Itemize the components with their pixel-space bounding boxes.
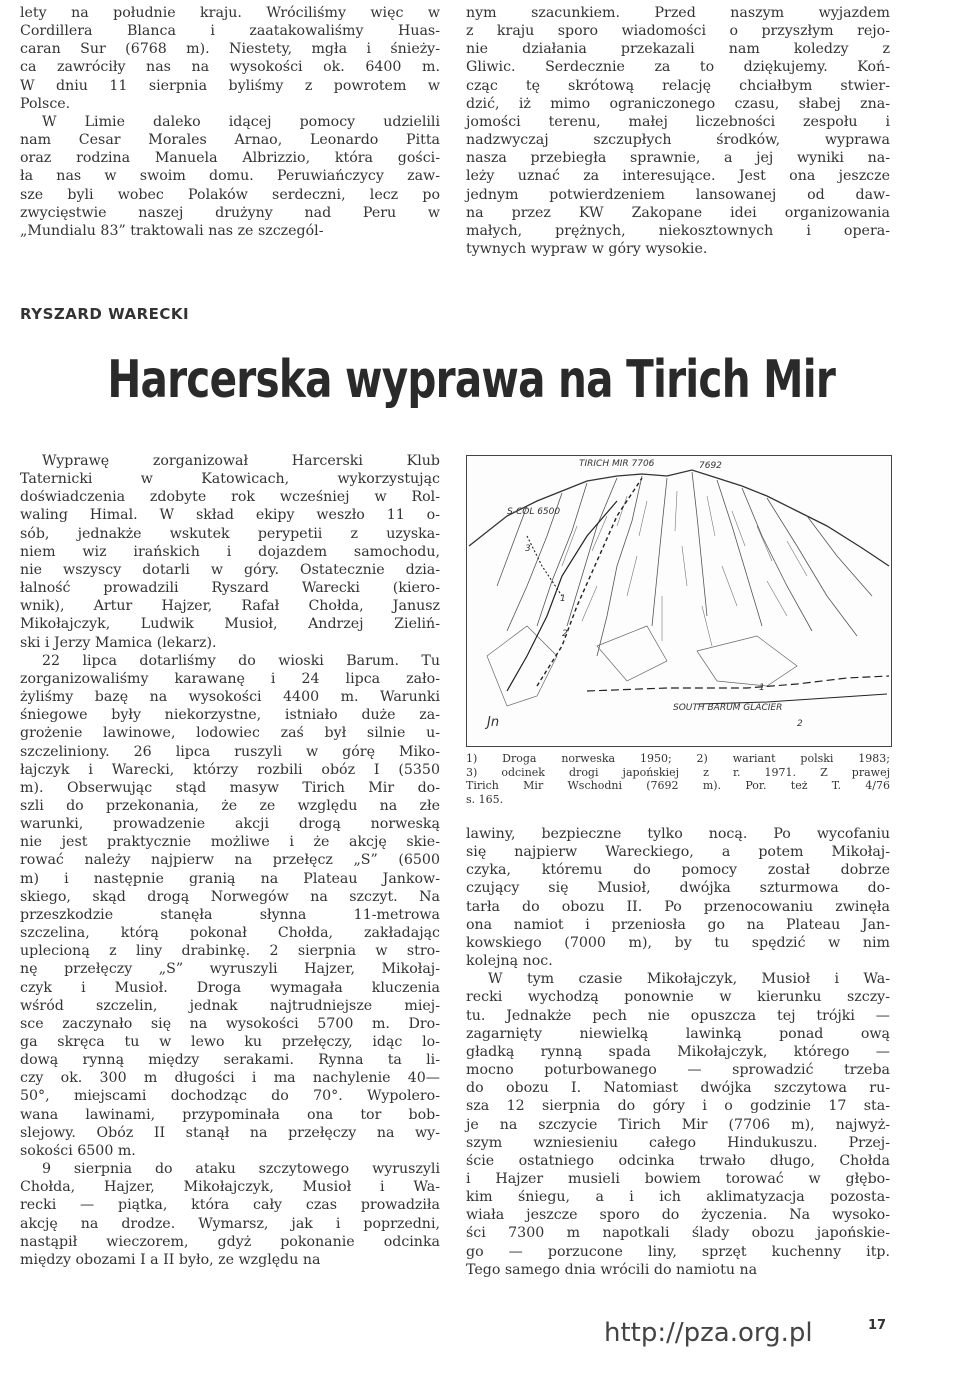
text-line: śniegowe były niekorzystne, istniało duże za- [20, 707, 440, 724]
text-line: wnik), Artur Hajzer, Rafał Chołda, Janusz [20, 598, 440, 615]
text-line: W dniu 11 sierpnia byliśmy z powrotem w [20, 77, 440, 94]
text-line: szczelina, którą pokonał Chołda, zakładając [20, 925, 440, 942]
article-body-right [466, 825, 890, 1279]
text-line: niem wiz irańskich i dojazdem samochodu, [20, 543, 440, 560]
text-line: je na szczycie Tirich Mir (7706 m), najwyż- [466, 1116, 890, 1133]
text-line: dzić, iż mimo ograniczonego czasu, słabej zna- [466, 95, 890, 112]
route-number-2: 2 [562, 629, 568, 639]
text-line: recki wychodzą ponownie w kierunku szczy- [466, 989, 890, 1006]
route-sketch-figure [466, 455, 892, 747]
text-line: 50°, miejscami dochodząc do 70°. Wypolero- [20, 1088, 440, 1105]
text-line: czujący się Musioł, dwójka szturmowa do- [466, 880, 890, 897]
text-line: nasza przebiegła sprawnie, a jej wyniki na- [466, 150, 890, 167]
text-line: zorganizowaliśmy karawanę i 24 lipca zało- [20, 670, 440, 687]
text-line: skiego, skąd drogą Norwegów na szczyt. Na [20, 888, 440, 905]
text-line: lety na południe kraju. Wróciliśmy więc w [20, 5, 440, 21]
text-line: akcję na drodze. Wymarsz, jak i poprzedni, [20, 1215, 440, 1232]
text-line: ona namiot i przeniosła go na Plateau Jan- [466, 916, 890, 933]
text-line: ście ostatniego odcinka trwało długo, Chołda [466, 1152, 890, 1169]
text-line: rować należy najpierw na przełęcz „S” (6500 [20, 852, 440, 869]
text-line: nę przełęczy „S” wyruszyli Hajzer, Mikołaj- [20, 961, 440, 978]
text-line: nie jest praktycznie możliwe i że akcję skie- [20, 834, 440, 851]
route-number-2-base: 2 [797, 719, 803, 729]
text-line: sób, jednakże wskutek perypetii z uzyska- [20, 525, 440, 542]
text-line: leży uznać za interesujące. Jest ona jeszcze [466, 168, 890, 185]
text-line: gładką rynną spada Mikołajczyk, którego — [466, 1043, 890, 1060]
text-line: sze byli wobec Polaków serdeczni, lecz po [20, 186, 440, 203]
mountain-sketch [467, 456, 891, 746]
text-line: tarła do obozu II. Po przenocowaniu zwinęła [466, 898, 890, 915]
text-line: dową rynną między serakami. Rynna ta li- [20, 1052, 440, 1069]
text-line: warunki, prowadzenie akcji drogą norweską [20, 816, 440, 833]
text-line: zwycięstwie naszej drużyny nad Peru w [20, 204, 440, 221]
text-line: na przez KW Zakopane idei organizowania [466, 204, 890, 221]
text-line: „Mundialu 83” traktowali nas ze szczegól- [20, 222, 324, 239]
text-line: Chołda, Hajzer, Mikołajczyk, Musioł i Wa- [20, 1179, 440, 1196]
text-line: tu. Jednakże pech nie opuszcza tej trójki — [466, 1007, 890, 1024]
text-line: czyka, któremu do pomocy został dobrze [466, 862, 890, 879]
text-line: jomości terenu, małej liczebności zespołu i [466, 113, 890, 130]
label-tirich-mir-east: 7692 [699, 461, 722, 471]
text-line: sce zaczynało się na wysokości 5700 m. Dro- [20, 1015, 440, 1032]
text-line: małych, prężnych, niekosztownych i opera- [466, 222, 890, 239]
artist-signature: Jn [487, 715, 500, 730]
page-number: 17 [868, 1318, 887, 1333]
label-south-barum-glacier: SOUTH BARUM GLACIER [673, 703, 783, 713]
text-line: kolejną noc. [466, 953, 553, 970]
text-line: przeszkodzie stanęła słynna 11-metrowa [20, 906, 440, 923]
text-line: wśród szczelin, jednak najtrudniejsze miej- [20, 997, 440, 1014]
text-line: nym szacunkiem. Przed naszym wyjazdem [466, 5, 890, 21]
text-line: czy ok. 300 m długości i ma nachylenie 40— [20, 1070, 440, 1087]
text-line: 9 sierpnia do ataku szczytowego wyruszyli [42, 1161, 440, 1178]
text-line: jednym potwierdzeniem lansowanej od daw- [466, 186, 890, 203]
footer-url: http://pza.org.pl [604, 1318, 813, 1348]
text-line: 22 lipca dotarliśmy do wioski Barum. Tu [42, 652, 440, 669]
text-line: szczeliniony. 26 lipca ruszyli w górę Miko- [20, 743, 440, 760]
text-line: czyk i Musioł. Droga wymagała kluczenia [20, 979, 440, 996]
text-line: Polsce. [20, 95, 71, 112]
text-line: sza 12 sierpnia do góry i o godzinie 17 sta- [466, 1098, 890, 1115]
text-line: łalność prowadzili Ryszard Warecki (kiero- [20, 580, 440, 597]
text-line: Wyprawę zorganizował Harcerski Klub [42, 453, 440, 469]
text-line: ga skręca tu w lewo ku przełęczy, idąc lo- [20, 1034, 440, 1050]
article-title: Harcerska wyprawa na Tirich Mir [107, 350, 836, 410]
text-line: recki — piątka, która cały czas prowadziła [20, 1197, 440, 1214]
text-line: lawiny, bezpieczne tylko nocą. Po wycofaniu [466, 826, 890, 842]
text-line: kowskiego (7000 m), by tu spędzić w nim [466, 934, 890, 951]
text-line: ści 7300 m napotkali ślady obozu japońskie- [466, 1225, 890, 1242]
text-line: grożenie lawinowe, lodowiec zaś był silnie u- [20, 725, 440, 742]
text-line: W tym czasie Mikołajczyk, Musioł i Wa- [488, 971, 890, 988]
text-line: waling Himal. W skład ekipy weszło 11 o- [20, 507, 440, 524]
author-byline: RYSZARD WARECKI [20, 305, 190, 323]
text-line: ski i Jerzy Mamica (lekarz). [20, 634, 217, 651]
text-line: 3) odcinek drogi japońskiej z r. 1971. Z prawej [466, 765, 890, 779]
text-line: Mikołajczyk, Ludwik Musioł, Andrzej Zieliń- [20, 616, 440, 633]
text-line: oraz rodzina Manuela Albrizzio, która gości- [20, 150, 440, 167]
text-line: slejowy. Obóz II stanął na przełęczy na wy- [20, 1124, 440, 1141]
text-line: żyliśmy bazę na wysokości 4400 m. Warunki [20, 689, 440, 706]
text-line: zagarnięty niewielką lawinką ponad ową [466, 1025, 890, 1042]
text-line: W Limie daleko idącej pomocy udzielili [42, 113, 440, 130]
text-line: Gliwic. Serdecznie za to dziękujemy. Koń- [466, 59, 890, 76]
text-line: mocno poturbowanego — sprowadzić trzeba [466, 1062, 890, 1079]
text-line: Cordillera Blanca i zaatakowaliśmy Huas- [20, 23, 440, 40]
text-line: Taternicki w Katowicach, wykorzystując [20, 471, 440, 488]
text-line: nam Cesar Morales Arnao, Leonardo Pitta [20, 132, 440, 149]
text-line: i Hajzer musieli bowiem torować w głębo- [466, 1170, 890, 1187]
text-line: s. 165. [466, 792, 504, 806]
text-line: szym wzniesieniu całego Hindukuszu. Przej- [466, 1134, 890, 1151]
text-line: Tirich Mir Wschodni (7692 m). Por. też T. 4/76 [466, 779, 890, 792]
text-line: łajczyk i Warecki, którzy rozbili obóz I (5350 [20, 761, 440, 778]
text-line: wana lawinami, przypominała ona tor bob- [20, 1106, 440, 1123]
route-number-1-base: 1 [759, 683, 765, 693]
figure-caption [466, 752, 890, 806]
text-line: nadzwyczaj szczupłych środków, wyprawa [466, 132, 890, 149]
text-line: nie działania przekazali nam koledzy z [466, 41, 890, 58]
text-line: nastąpił wieczorem, gdyż pokonanie odcinka [20, 1233, 440, 1250]
article-body-left [20, 452, 440, 1269]
text-line: m). Obserwując stąd masyw Tirich Mir do- [20, 779, 440, 796]
text-line: kim śniegu, a i ich aklimatyzacja pozosta- [466, 1189, 890, 1206]
label-s-col: S-COL 6500 [507, 507, 561, 517]
text-line: nie wszyscy dotarli w góry. Ostatecznie dzia- [20, 561, 440, 578]
text-line: doświadczenia zdobyte rok wcześniej w Rol- [20, 489, 440, 506]
article-continuation-left [20, 4, 440, 240]
text-line: sokości 6500 m. [20, 1142, 136, 1159]
text-line: m) i następnie granią na Plateau Jankow- [20, 870, 440, 887]
text-line: szli do przekonania, że ze względu na złe [20, 797, 440, 814]
text-line: ła nas w swoim domu. Peruwiańczycy zaw- [20, 168, 440, 185]
text-line: tywnych wypraw w góry wysokie. [466, 241, 708, 258]
text-line: się najpierw Wareckiego, a potem Mikołaj- [466, 844, 890, 861]
text-line: do obozu I. Natomiast dwójka szczytowa ru- [466, 1080, 890, 1097]
text-line: go — porzucone liny, sprzęt kuchenny itp. [466, 1243, 890, 1260]
text-line: ca zawróciły nas na wysokości ok. 6400 m. [20, 59, 440, 76]
route-number-1: 1 [560, 594, 566, 604]
text-line: między obozami I a II było, ze względu na [20, 1251, 321, 1268]
text-line: Tego samego dnia wrócili do namiotu na [466, 1261, 758, 1278]
text-line: wiała jeszcze sporo do życzenia. Na wysoko- [466, 1207, 890, 1224]
article-continuation-right [466, 4, 890, 258]
text-line: caran Sur (6768 m). Niestety, mgła i śnieży- [20, 41, 440, 58]
text-line: cząc tę skrótową relację chciałbym stwier- [466, 77, 890, 94]
route-number-3: 3 [525, 544, 531, 554]
text-line: uplecioną z liny drabinkę. 2 sierpnia w stro- [20, 943, 440, 960]
text-line: z kraju sporo wiadomości o przyszłym rejo- [466, 23, 890, 40]
text-line: 1) Droga norweska 1950; 2) wariant polski 1983; [466, 752, 890, 765]
label-tirich-mir: TIRICH MIR 7706 [579, 459, 655, 469]
